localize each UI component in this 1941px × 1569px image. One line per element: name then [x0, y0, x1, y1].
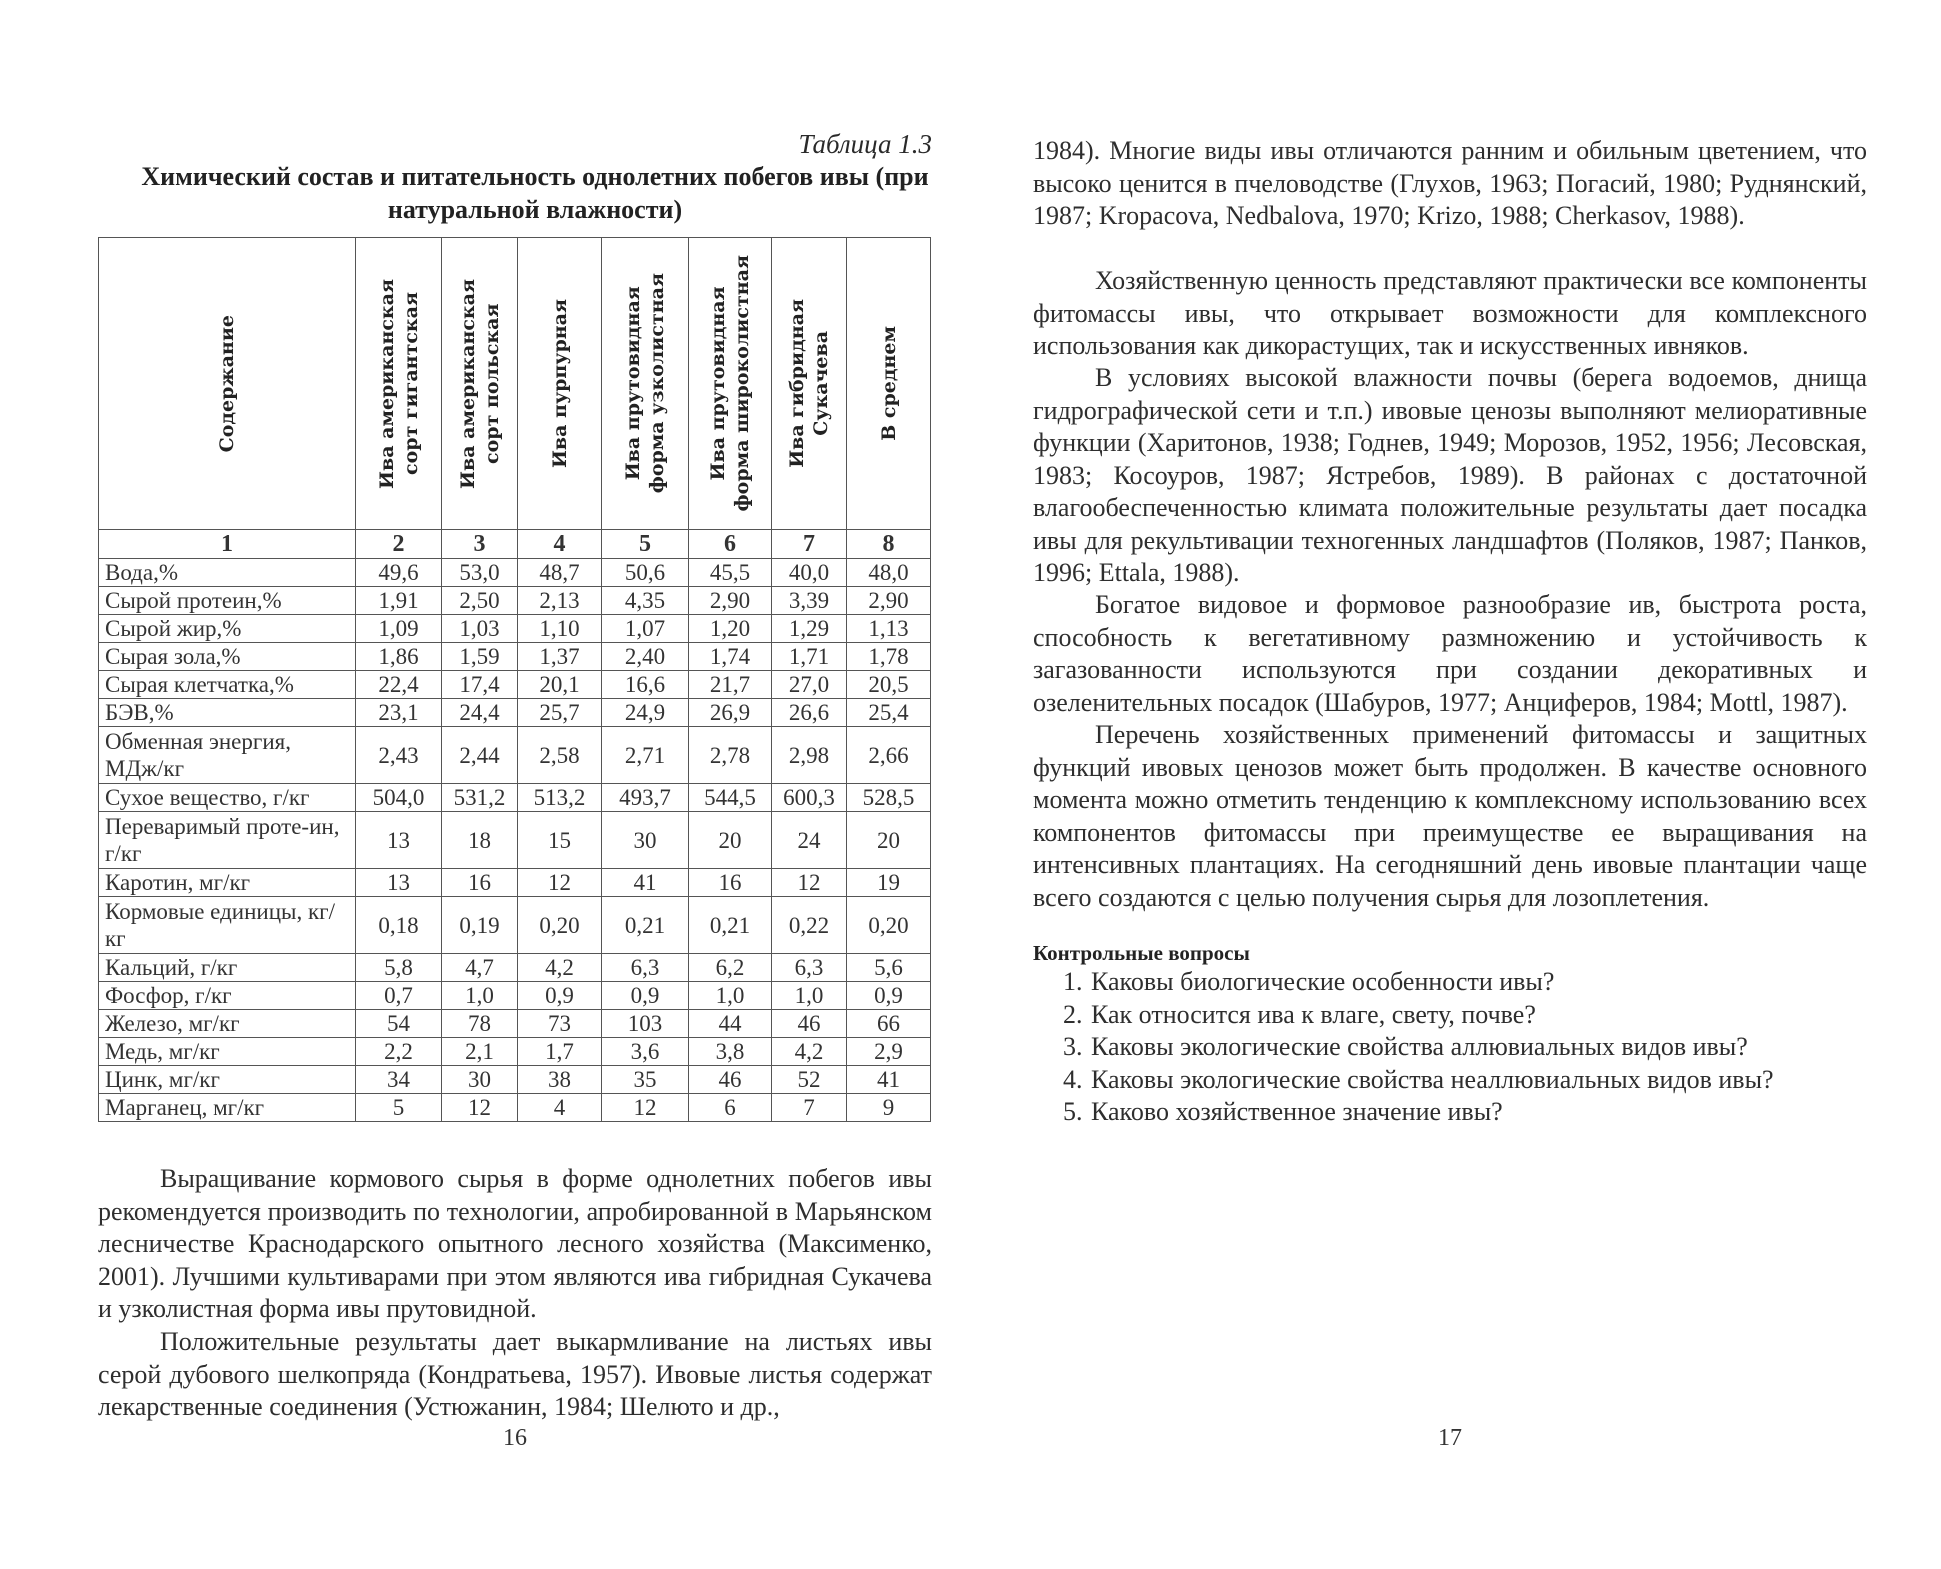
cell-value: 13 — [356, 812, 442, 869]
cell-value: 1,03 — [442, 615, 518, 643]
cell-value: 2,2 — [356, 1038, 442, 1066]
cell-value: 1,29 — [772, 615, 847, 643]
cell-value: 3,8 — [689, 1038, 772, 1066]
cell-value: 5,8 — [356, 954, 442, 982]
cell-value: 0,9 — [518, 982, 602, 1010]
column-number-row — [99, 530, 931, 559]
column-number: 3 — [442, 530, 518, 559]
cell-value: 0,9 — [602, 982, 689, 1010]
cell-value: 0,21 — [689, 897, 772, 954]
row-label: Переваримый проте-ин, г/кг — [99, 812, 356, 869]
cell-value: 2,71 — [602, 727, 689, 784]
cell-value: 513,2 — [518, 784, 602, 812]
cell-value: 12 — [442, 1094, 518, 1122]
question-item: 3. Каковы экологические свойства аллювиальных видов ивы? — [1063, 1032, 1748, 1061]
paragraph: Положительные результаты дает выкармливание на листьях ивы серой дубового шелкопряда (Кондратьева, 1957). Ивовые листья содержат лекарственные соединения (Устюжанин, 1984; Шелюто и др., — [98, 1327, 932, 1421]
cell-value: 24,9 — [602, 699, 689, 727]
cell-value: 53,0 — [442, 559, 518, 587]
cell-value: 20 — [689, 812, 772, 869]
cell-value: 12 — [518, 869, 602, 897]
cell-value: 73 — [518, 1010, 602, 1038]
cell-value: 2,98 — [772, 727, 847, 784]
cell-value: 493,7 — [602, 784, 689, 812]
cell-value: 1,78 — [847, 643, 931, 671]
table-row — [99, 1010, 931, 1038]
cell-value: 12 — [772, 869, 847, 897]
cell-value: 0,9 — [847, 982, 931, 1010]
column-header: Содержание — [99, 238, 356, 530]
column-number: 6 — [689, 530, 772, 559]
cell-value: 12 — [602, 1094, 689, 1122]
cell-value: 52 — [772, 1066, 847, 1094]
cell-value: 6,3 — [602, 954, 689, 982]
cell-value: 22,4 — [356, 671, 442, 699]
cell-value: 103 — [602, 1010, 689, 1038]
cell-value: 4,7 — [442, 954, 518, 982]
row-label: Каротин, мг/кг — [99, 869, 356, 897]
row-label: Сырой протеин,% — [99, 587, 356, 615]
paragraph: Хозяйственную ценность представляют практически все компоненты фитомассы ивы, что открывает возможности для комплексного использования как дикорастущих, так и искусственных ивняков. — [1033, 266, 1867, 360]
cell-value: 2,13 — [518, 587, 602, 615]
cell-value: 34 — [356, 1066, 442, 1094]
cell-value: 0,21 — [602, 897, 689, 954]
questions-list — [1063, 966, 1774, 1129]
table-row — [99, 727, 931, 784]
paragraph: Богатое видовое и формовое разнообразие ив, быстрота роста, способность к вегетативному размножению и устойчивость к загазованности используются при создании декоративных и озеленительных посадок (Шабуров, 1977; Анциферов, 1984; Mottl, 1987). — [1033, 590, 1867, 717]
cell-value: 0,7 — [356, 982, 442, 1010]
cell-value: 4,2 — [518, 954, 602, 982]
composition-table — [98, 237, 931, 1122]
cell-value: 531,2 — [442, 784, 518, 812]
cell-value: 1,07 — [602, 615, 689, 643]
cell-value: 25,4 — [847, 699, 931, 727]
cell-value: 46 — [772, 1010, 847, 1038]
column-header: Ива прутовидная форма широколистная — [689, 238, 772, 530]
table-row — [99, 643, 931, 671]
table-row — [99, 671, 931, 699]
cell-value: 2,44 — [442, 727, 518, 784]
page-number: 16 — [503, 1425, 527, 1451]
row-label: Сырая зола,% — [99, 643, 356, 671]
right-page — [1033, 0, 1867, 1569]
cell-value: 38 — [518, 1066, 602, 1094]
cell-value: 1,86 — [356, 643, 442, 671]
cell-value: 9 — [847, 1094, 931, 1122]
cell-value: 2,66 — [847, 727, 931, 784]
column-header: Ива американская сорт гигантская — [356, 238, 442, 530]
cell-value: 20,1 — [518, 671, 602, 699]
table-row — [99, 784, 931, 812]
row-label: Обменная энергия, МДж/кг — [99, 727, 356, 784]
row-label: Кормовые единицы, кг/кг — [99, 897, 356, 954]
cell-value: 1,0 — [772, 982, 847, 1010]
table-body — [99, 559, 931, 1122]
cell-value: 35 — [602, 1066, 689, 1094]
cell-value: 1,13 — [847, 615, 931, 643]
cell-value: 600,3 — [772, 784, 847, 812]
column-number: 4 — [518, 530, 602, 559]
cell-value: 49,6 — [356, 559, 442, 587]
cell-value: 40,0 — [772, 559, 847, 587]
cell-value: 0,19 — [442, 897, 518, 954]
cell-value: 4 — [518, 1094, 602, 1122]
row-label: Кальций, г/кг — [99, 954, 356, 982]
cell-value: 21,7 — [689, 671, 772, 699]
cell-value: 30 — [442, 1066, 518, 1094]
cell-value: 1,71 — [772, 643, 847, 671]
cell-value: 24 — [772, 812, 847, 869]
cell-value: 50,6 — [602, 559, 689, 587]
table-row — [99, 1066, 931, 1094]
table-row — [99, 897, 931, 954]
cell-value: 1,10 — [518, 615, 602, 643]
cell-value: 1,0 — [689, 982, 772, 1010]
row-label: БЭВ,% — [99, 699, 356, 727]
column-header: Ива прутовидная форма узколистная — [602, 238, 689, 530]
column-number: 1 — [99, 530, 356, 559]
row-label: Цинк, мг/кг — [99, 1066, 356, 1094]
row-label: Железо, мг/кг — [99, 1010, 356, 1038]
question-item: 5. Каково хозяйственное значение ивы? — [1063, 1097, 1503, 1126]
cell-value: 4,35 — [602, 587, 689, 615]
cell-value: 5,6 — [847, 954, 931, 982]
table-row — [99, 615, 931, 643]
question-item: 4. Каковы экологические свойства неаллювиальных видов ивы? — [1063, 1064, 1774, 1094]
cell-value: 0,18 — [356, 897, 442, 954]
cell-value: 19 — [847, 869, 931, 897]
cell-value: 46 — [689, 1066, 772, 1094]
cell-value: 2,90 — [847, 587, 931, 615]
table-row — [99, 587, 931, 615]
table-row — [99, 1038, 931, 1066]
table-row — [99, 869, 931, 897]
cell-value: 5 — [356, 1094, 442, 1122]
cell-value: 1,7 — [518, 1038, 602, 1066]
column-header: В среднем — [847, 238, 931, 530]
cell-value: 30 — [602, 812, 689, 869]
cell-value: 16,6 — [602, 671, 689, 699]
cell-value: 41 — [602, 869, 689, 897]
cell-value: 6,3 — [772, 954, 847, 982]
left-page — [98, 0, 932, 1569]
row-label: Фосфор, г/кг — [99, 982, 356, 1010]
cell-value: 23,1 — [356, 699, 442, 727]
cell-value: 20,5 — [847, 671, 931, 699]
cell-value: 6 — [689, 1094, 772, 1122]
cell-value: 2,1 — [442, 1038, 518, 1066]
cell-value: 1,74 — [689, 643, 772, 671]
cell-value: 3,6 — [602, 1038, 689, 1066]
cell-value: 26,6 — [772, 699, 847, 727]
cell-value: 48,0 — [847, 559, 931, 587]
row-label: Сырой жир,% — [99, 615, 356, 643]
paragraph: Выращивание кормового сырья в форме однолетних побегов ивы рекомендуется производить по технологии, апробированной в Марьянском лесничестве Краснодарского опытного лесного хозяйства (Максименко, 2001). Лучшими культиварами при этом являются ива гибридная Сукачева и узколистная форма ивы прутовидной. — [98, 1164, 932, 1323]
table-row — [99, 1094, 931, 1122]
question-item: 2. Как относится ива к влаге, свету, почве? — [1063, 999, 1536, 1029]
cell-value: 7 — [772, 1094, 847, 1122]
cell-value: 1,0 — [442, 982, 518, 1010]
row-label: Вода,% — [99, 559, 356, 587]
table-label: Таблица 1.3 — [798, 129, 932, 159]
cell-value: 1,37 — [518, 643, 602, 671]
column-header: Ива пурпурная — [518, 238, 602, 530]
cell-value: 4,2 — [772, 1038, 847, 1066]
column-number: 5 — [602, 530, 689, 559]
cell-value: 45,5 — [689, 559, 772, 587]
cell-value: 16 — [442, 869, 518, 897]
cell-value: 6,2 — [689, 954, 772, 982]
table-row — [99, 559, 931, 587]
column-header: Ива американская сорт польская — [442, 238, 518, 530]
cell-value: 2,40 — [602, 643, 689, 671]
table-row — [99, 954, 931, 982]
cell-value: 41 — [847, 1066, 931, 1094]
cell-value: 44 — [689, 1010, 772, 1038]
cell-value: 3,39 — [772, 587, 847, 615]
cell-value: 18 — [442, 812, 518, 869]
cell-value: 20 — [847, 812, 931, 869]
cell-value: 15 — [518, 812, 602, 869]
cell-value: 2,90 — [689, 587, 772, 615]
cell-value: 26,9 — [689, 699, 772, 727]
cell-value: 2,78 — [689, 727, 772, 784]
column-number: 8 — [847, 530, 931, 559]
cell-value: 0,20 — [518, 897, 602, 954]
question-item: 1. Каковы биологические особенности ивы? — [1063, 967, 1555, 996]
cell-value: 27,0 — [772, 671, 847, 699]
cell-value: 24,4 — [442, 699, 518, 727]
cell-value: 48,7 — [518, 559, 602, 587]
cell-value: 1,09 — [356, 615, 442, 643]
cell-value: 2,43 — [356, 727, 442, 784]
cell-value: 13 — [356, 869, 442, 897]
cell-value: 1,20 — [689, 615, 772, 643]
table-header-row — [99, 238, 931, 530]
table-title: Химический состав и питательность однолетних побегов ивы (при натуральной влажности) — [141, 162, 929, 224]
cell-value: 17,4 — [442, 671, 518, 699]
cell-value: 528,5 — [847, 784, 931, 812]
column-number: 7 — [772, 530, 847, 559]
cell-value: 66 — [847, 1010, 931, 1038]
cell-value: 2,9 — [847, 1038, 931, 1066]
table-row — [99, 812, 931, 869]
paragraph: 1984). Многие виды ивы отличаются ранним и обильным цветением, что высоко ценится в пчеловодстве (Глухов, 1963; Погасий, 1980; Руднянский, 1987; Kropacova, Nedbalova, 1970; Krizo, 1988; Cherkasov, 1988). — [1033, 136, 1867, 230]
row-label: Сырая клетчатка,% — [99, 671, 356, 699]
cell-value: 2,50 — [442, 587, 518, 615]
cell-value: 78 — [442, 1010, 518, 1038]
cell-value: 16 — [689, 869, 772, 897]
questions-heading: Контрольные вопросы — [1033, 941, 1250, 965]
cell-value: 504,0 — [356, 784, 442, 812]
paragraph: Перечень хозяйственных применений фитомассы и защитных функций ивовых ценозов может быть продолжен. В качестве основного момента можно отметить тенденцию к комплексному использованию всех компонентов фитомассы при преимуществе ее выращивания на интенсивных плантациях. На сегодняшний день ивовые плантации чаще всего создаются с целью получения сырья для лозоплетения. — [1033, 720, 1867, 912]
column-header: Ива гибридная Сукачева — [772, 238, 847, 530]
cell-value: 1,59 — [442, 643, 518, 671]
paragraph: В условиях высокой влажности почвы (берега водоемов, днища гидрографической сети и т.п.) ивовые ценозы выполняют мелиоративные функции (Харитонов, 1938; Годнев, 1949; Морозов, 1952, 1956; Лесовская, 1983; Косоуров, 1987; Ястребов, 1989). В районах с достаточной влагообеспеченностью климата положительные результаты дает посадка ивы для рекультивации техногенных ландшафтов (Поляков, 1987; Панков, 1996; Ettala, 1988). — [1033, 363, 1867, 587]
cell-value: 0,20 — [847, 897, 931, 954]
cell-value: 0,22 — [772, 897, 847, 954]
table-row — [99, 699, 931, 727]
column-number: 2 — [356, 530, 442, 559]
cell-value: 544,5 — [689, 784, 772, 812]
row-label: Сухое вещество, г/кг — [99, 784, 356, 812]
cell-value: 54 — [356, 1010, 442, 1038]
cell-value: 2,58 — [518, 727, 602, 784]
row-label: Медь, мг/кг — [99, 1038, 356, 1066]
row-label: Марганец, мг/кг — [99, 1094, 356, 1122]
cell-value: 25,7 — [518, 699, 602, 727]
table-row — [99, 982, 931, 1010]
page-number: 17 — [1438, 1425, 1462, 1451]
cell-value: 1,91 — [356, 587, 442, 615]
